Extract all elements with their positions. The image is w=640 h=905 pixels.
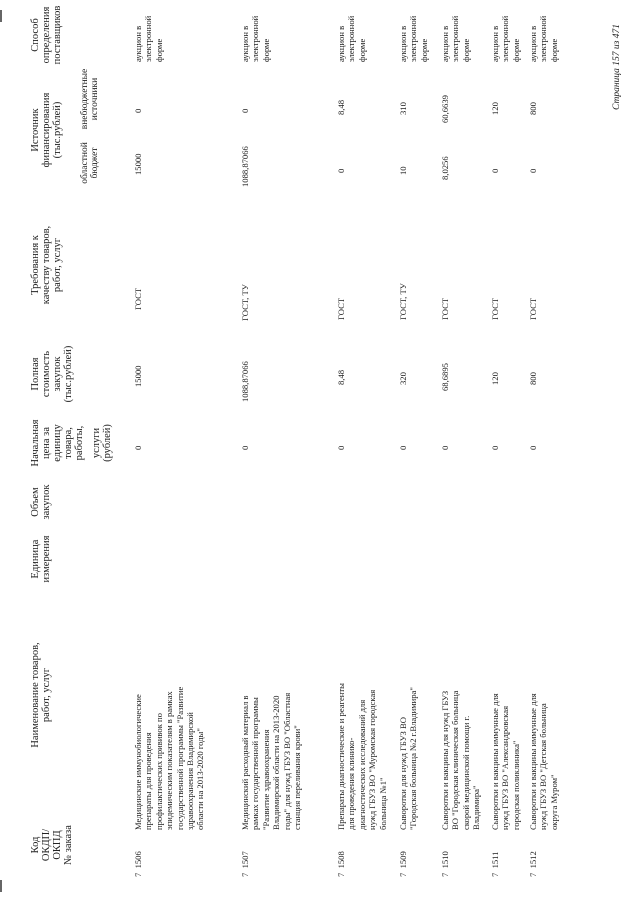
header-line: единицу <box>52 424 63 462</box>
cell-code: 7 <box>133 872 143 877</box>
name-line: "Развитие здравоохранения <box>260 729 271 830</box>
name-line: препараты для проведения <box>143 732 154 830</box>
header-line: услуги <box>91 427 102 459</box>
header-name <box>30 595 52 795</box>
name-line: Владимирской области на 2013-2020 <box>271 695 282 830</box>
cell-order: 1506 <box>133 851 143 869</box>
method-line: форме <box>460 38 471 62</box>
header-line: закупок <box>41 484 52 520</box>
method-line: электронной <box>143 15 154 62</box>
header-line: поставщиков <box>52 5 63 65</box>
cell-order: 1509 <box>398 851 408 869</box>
header-line: № заказа <box>63 825 74 865</box>
row-regional: 8,0256 <box>440 156 450 180</box>
header-line: бюджет <box>90 147 100 179</box>
method-line: форме <box>510 38 521 62</box>
method-line: форме <box>260 38 271 62</box>
row-method <box>528 16 559 62</box>
name-line: скорой медицинской помощи г. <box>460 715 471 830</box>
row-full-cost: 800 <box>528 372 538 385</box>
method-line: форме <box>418 38 429 62</box>
row-code <box>490 852 500 877</box>
row-code <box>336 851 346 877</box>
header-line: Способ <box>30 18 41 52</box>
row-quality: ГОСТ <box>440 297 450 320</box>
name-line: профилактических прививок по <box>153 713 164 830</box>
method-line: электронной <box>346 15 357 62</box>
row-code <box>398 851 408 877</box>
row-extrabudget: 0 <box>240 108 250 113</box>
row-quality: ГОСТ <box>490 297 500 320</box>
row-method <box>440 16 471 62</box>
row-method <box>133 16 164 62</box>
page-number: Страница 157 из 471 <box>612 24 622 110</box>
header-finance <box>30 65 63 195</box>
row-start-price: 0 <box>336 445 346 450</box>
row-code <box>133 851 143 877</box>
row-quality: ГОСТ, ТУ <box>240 284 250 321</box>
row-name <box>528 693 559 830</box>
method-line: аукцион в <box>528 25 538 62</box>
row-code <box>528 851 538 877</box>
row-code <box>240 851 250 877</box>
method-line: аукцион в <box>440 25 450 62</box>
row-regional: 10 <box>398 166 408 175</box>
cell-order: 1508 <box>336 851 346 869</box>
cell-order: 1510 <box>440 851 450 869</box>
header-line: Источник <box>30 108 41 152</box>
row-extrabudget: 120 <box>490 102 500 115</box>
header-line: Требования к <box>30 235 41 295</box>
name-line: округа Муром" <box>548 774 559 830</box>
name-line: для проведения клинико- <box>346 737 357 830</box>
header-line: ОКПД <box>52 830 63 860</box>
cell-code: 7 <box>528 872 538 877</box>
header-line: областной <box>80 142 90 184</box>
header-line: закупок <box>52 356 63 392</box>
header-line: измерения <box>41 535 52 583</box>
row-extrabudget: 310 <box>398 102 408 115</box>
row-quality: ГОСТ <box>528 297 538 320</box>
row-regional: 1088,87066 <box>240 146 250 187</box>
row-start-price: 0 <box>490 445 500 450</box>
header-full-cost <box>30 339 74 409</box>
method-line: форме <box>153 38 164 62</box>
row-method <box>398 16 429 62</box>
header-line: (тыс.рублей) <box>63 345 74 403</box>
name-line: ВО "Городская клиническая больница <box>450 690 461 830</box>
header-line: финансирования <box>41 92 52 168</box>
header-quality <box>30 205 63 325</box>
method-line: форме <box>356 38 367 62</box>
row-method <box>240 16 271 62</box>
cell-code: 7 <box>440 872 450 877</box>
method-line: форме <box>548 38 559 62</box>
header-line: ОКДП/ <box>41 828 52 862</box>
name-line: годы" для нужд ГБУЗ ВО "Областная <box>281 692 292 830</box>
header-line: Наименование товаров, <box>30 642 41 748</box>
name-line: "Городская больница №2 г.Владимира" <box>408 687 419 830</box>
method-line: электронной <box>500 15 511 62</box>
header-finance-extrabudget <box>80 63 100 135</box>
header-start-price <box>30 413 113 473</box>
name-line: Сыворотки и вакцины иммунные для <box>490 693 500 830</box>
name-line: нужд ГБУЗ ВО "Александровская <box>500 705 511 830</box>
header-line: определения <box>41 6 52 64</box>
row-regional: 0 <box>336 168 346 173</box>
row-regional: 15000 <box>133 153 143 175</box>
header-line: Начальная <box>30 419 41 467</box>
name-line: Препараты диагностические и реагенты <box>336 683 346 830</box>
row-method <box>490 16 521 62</box>
header-line: (рублей) <box>102 424 113 462</box>
method-line: электронной <box>538 15 549 62</box>
cell-order: 1507 <box>240 851 250 869</box>
row-method <box>336 16 367 62</box>
row-extrabudget: 800 <box>528 102 538 115</box>
cell-order: 1511 <box>490 851 500 869</box>
name-line: эпидемическим показателям в рамках <box>164 691 175 830</box>
name-line: нужд ГБУЗ ВО "Муромская городская <box>367 689 378 830</box>
name-line: государственной программы "Развитие <box>174 686 185 830</box>
name-line: станция переливания крови" <box>292 725 303 830</box>
row-full-cost: 1088,87066 <box>240 361 250 402</box>
cell-code: 7 <box>240 872 250 877</box>
method-line: электронной <box>250 15 261 62</box>
header-line: (тыс.рублей) <box>52 101 63 159</box>
row-quality: ГОСТ <box>133 287 143 310</box>
row-regional: 0 <box>528 168 538 173</box>
name-line: области на 2013-2020 годы" <box>195 728 206 830</box>
name-line: Сыворотки и вакцины иммунные для <box>528 693 538 830</box>
header-line: внебюджетные <box>80 68 90 130</box>
row-start-price: 0 <box>133 445 143 450</box>
header-line: цена за <box>41 427 52 459</box>
header-line: Код <box>30 836 41 854</box>
method-line: аукцион в <box>398 25 408 62</box>
header-line: работы, <box>74 425 85 461</box>
name-line: нужд ГБУЗ ВО "Детская больница <box>538 703 549 830</box>
row-start-price: 0 <box>398 445 408 450</box>
row-full-cost: 320 <box>398 372 408 385</box>
header-line: качеству товаров, <box>41 225 52 305</box>
header-line: Объем <box>30 487 41 517</box>
name-line: Медицинские иммунобиологические <box>133 694 143 830</box>
row-quality: ГОСТ <box>336 297 346 320</box>
method-line: электронной <box>408 15 419 62</box>
name-line: Владимира" <box>471 785 482 830</box>
name-line: городская поликлиника" <box>510 740 521 830</box>
header-method <box>30 0 63 75</box>
header-unit <box>30 531 52 587</box>
row-full-cost: 8,48 <box>336 369 346 385</box>
row-regional: 0 <box>490 168 500 173</box>
row-name <box>398 687 419 830</box>
name-line: Сыворотки для нужд ГБУЗ ВО <box>398 717 408 830</box>
row-extrabudget: 60,6639 <box>440 95 450 123</box>
row-name <box>440 691 482 830</box>
header-line: источники <box>90 77 100 121</box>
row-start-price: 0 <box>440 445 450 450</box>
name-line: рамках государственной программы <box>250 697 261 830</box>
row-full-cost: 68,6895 <box>440 363 450 391</box>
name-line: Медицинский расходный материал в <box>240 695 250 830</box>
name-line: Сыворотки и вакцины для нужд ГБУЗ <box>440 690 450 830</box>
header-line: стоимость <box>41 350 52 398</box>
header-line: работ, услуг <box>52 237 63 293</box>
row-start-price: 0 <box>240 445 250 450</box>
name-line: здравоохранения Владимирской <box>185 712 196 830</box>
row-full-cost: 15000 <box>133 365 143 387</box>
header-line: работ, услуг <box>41 667 52 723</box>
row-quality: ГОСТ, ТУ <box>398 283 408 320</box>
header-line: товара, <box>63 427 74 459</box>
name-line: диагностических исследований для <box>356 699 367 830</box>
row-name <box>133 687 206 830</box>
row-start-price: 0 <box>528 445 538 450</box>
method-line: аукцион в <box>240 25 250 62</box>
row-code <box>440 851 450 877</box>
cell-code: 7 <box>398 872 408 877</box>
row-extrabudget: 8,48 <box>336 99 346 115</box>
method-line: электронной <box>450 15 461 62</box>
row-name <box>336 683 388 830</box>
row-name <box>490 693 521 830</box>
name-line: больница №1" <box>377 777 388 830</box>
method-line: аукцион в <box>133 25 143 62</box>
method-line: аукцион в <box>336 25 346 62</box>
header-line: Единица <box>30 539 41 579</box>
row-full-cost: 120 <box>490 372 500 385</box>
header-line: Полная <box>30 357 41 391</box>
row-name <box>240 693 302 830</box>
method-line: аукцион в <box>490 25 500 62</box>
cell-code: 7 <box>490 872 500 877</box>
header-volume <box>30 477 52 527</box>
header-finance-regional <box>80 133 100 193</box>
cell-code: 7 <box>336 872 346 877</box>
cell-order: 1512 <box>528 851 538 869</box>
row-extrabudget: 0 <box>133 108 143 113</box>
header-code <box>30 805 74 885</box>
